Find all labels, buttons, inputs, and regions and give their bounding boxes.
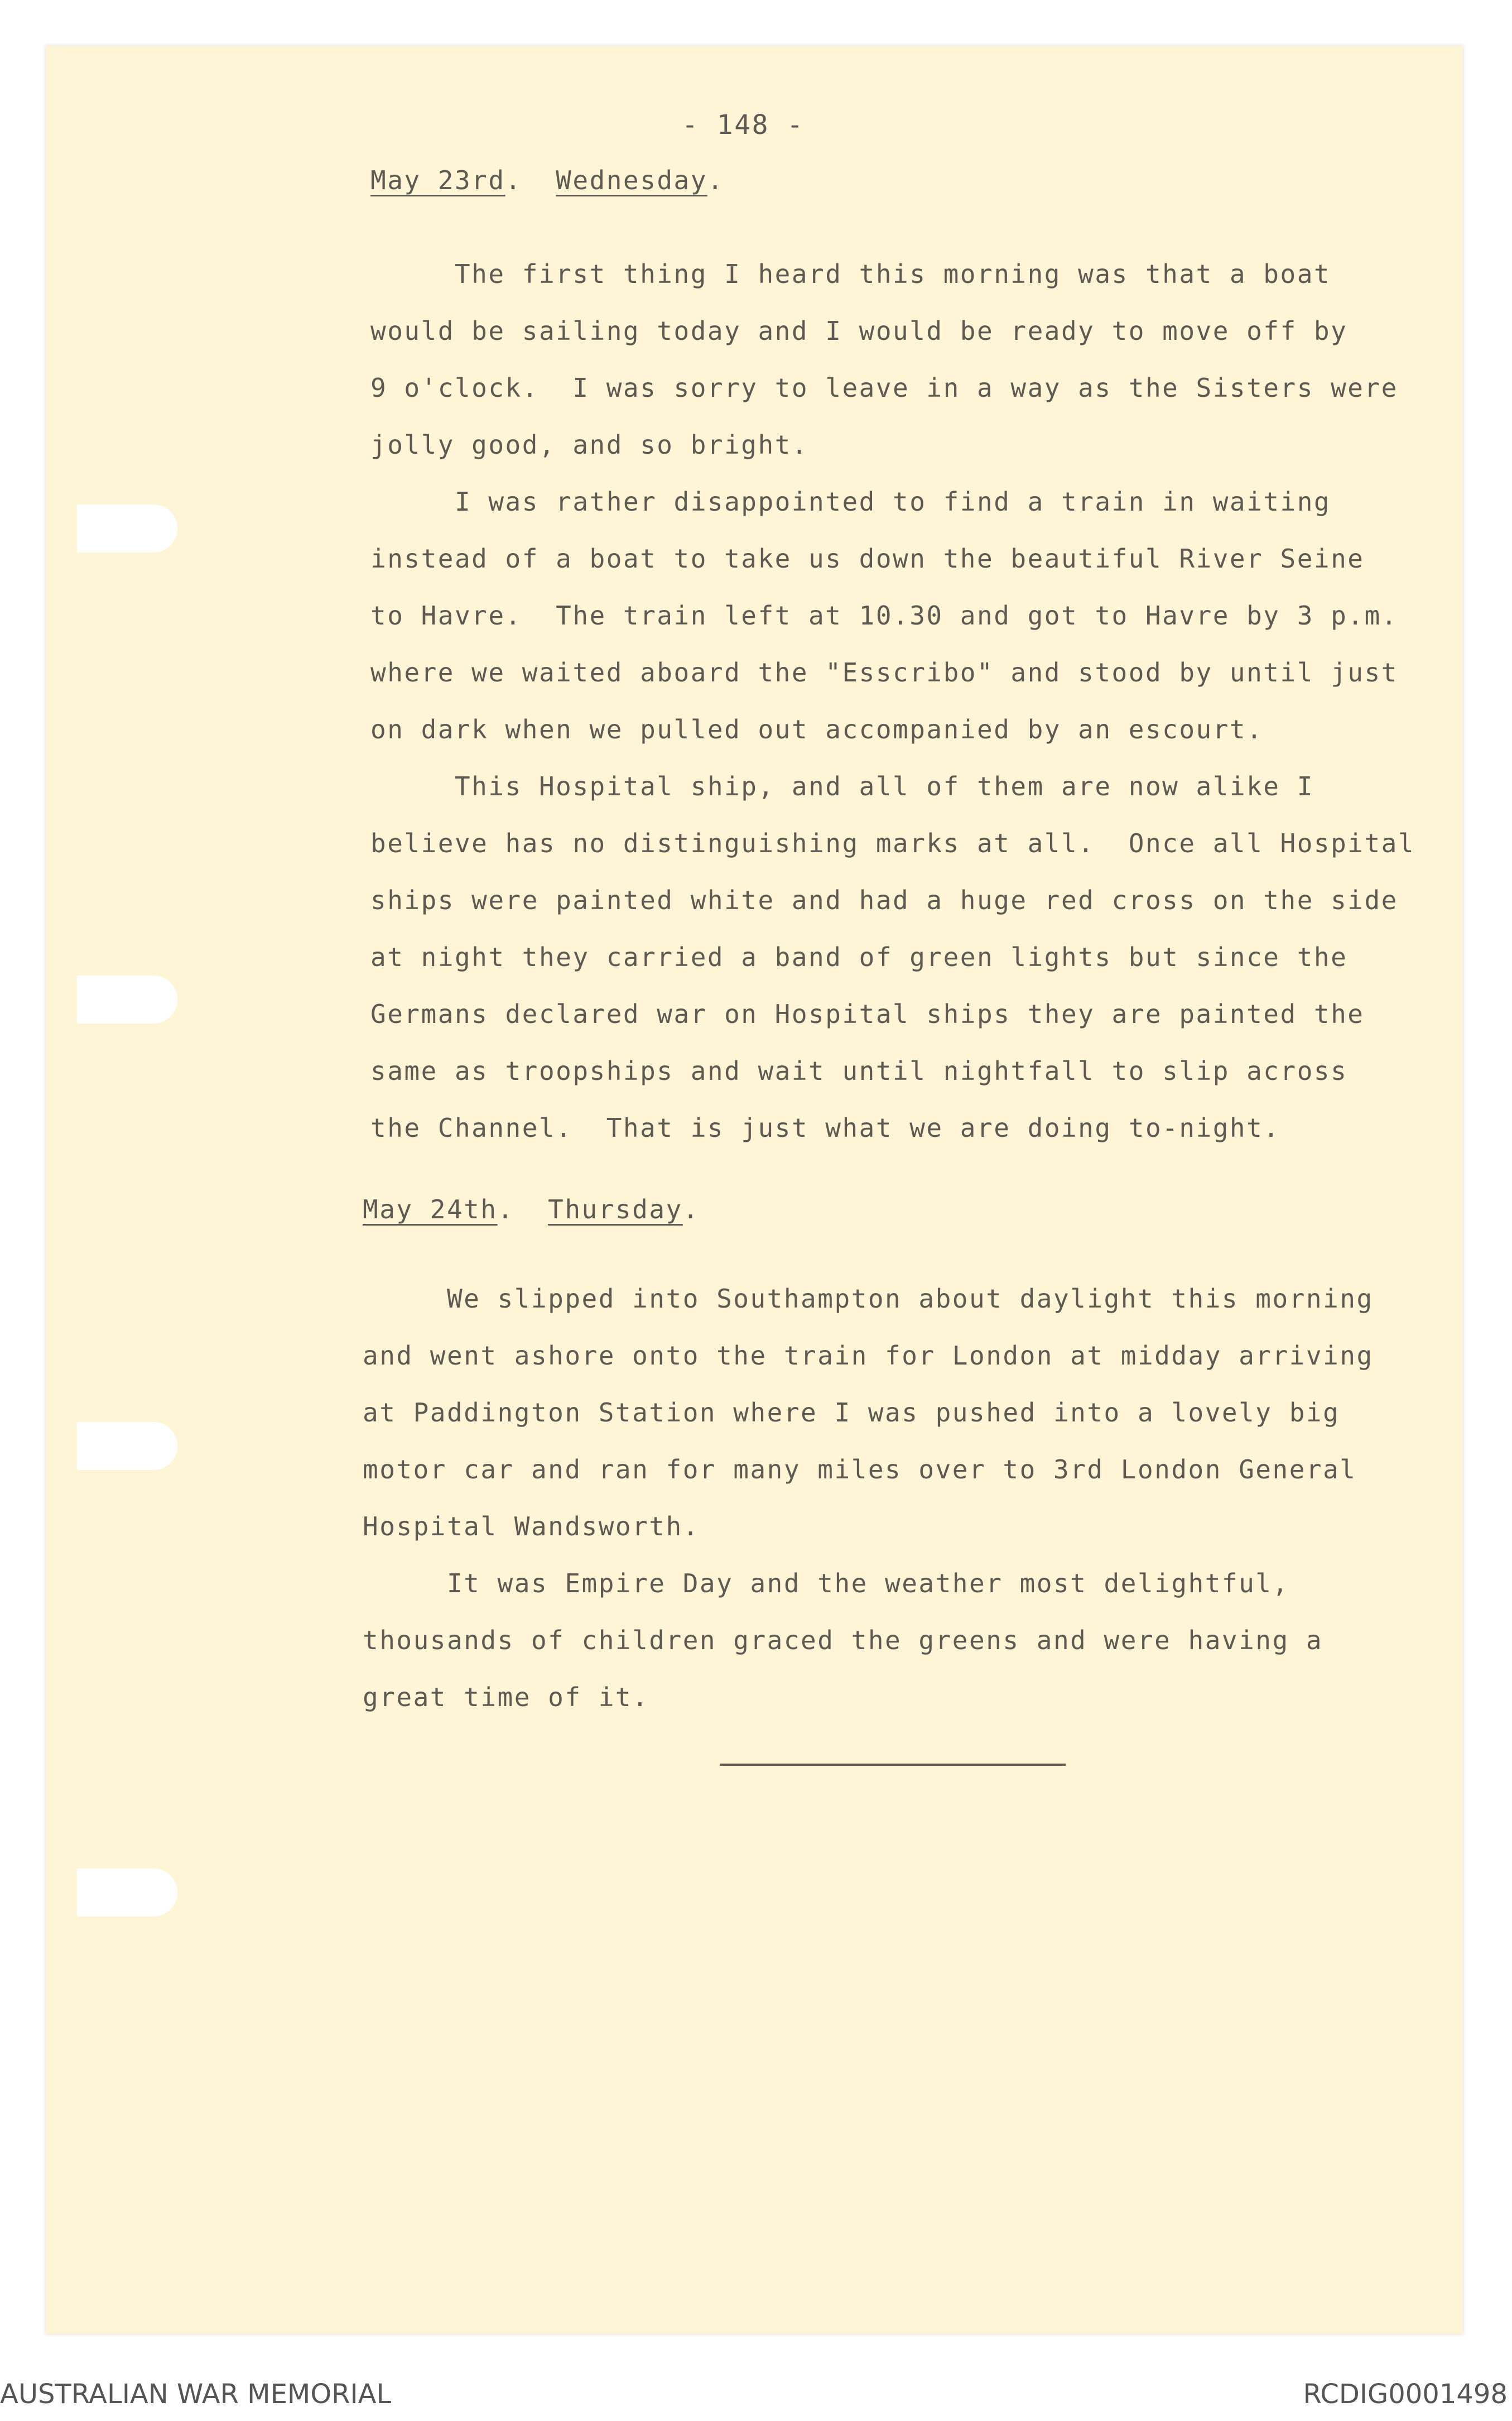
text-line: would be sailing today and I would be ready to move off by — [370, 316, 1348, 346]
text-line: This Hospital ship, and all of them are now alike I — [370, 771, 1314, 801]
entry-date: May 23rd — [370, 165, 505, 195]
text-line: the Channel. That is just what we are doing to-night. — [370, 1113, 1280, 1143]
entry-heading: May 23rd. Wednesday. — [370, 165, 725, 195]
text-line: Germans declared war on Hospital ships they are painted the — [370, 999, 1365, 1029]
footer-identifier: RCDIG0001498 — [1303, 2379, 1508, 2410]
text-line: on dark when we pulled out accompanied by an escourt. — [370, 714, 1264, 744]
entry-day: Wednesday — [556, 165, 707, 195]
page-number: - 148 - — [682, 109, 805, 141]
punch-hole — [77, 505, 177, 553]
text-line: The first thing I heard this morning was that a boat — [370, 259, 1331, 289]
text-line: where we waited aboard the "Esscribo" and stood by until just — [370, 657, 1398, 688]
text-line: to Havre. The train left at 10.30 and got to Havre by 3 p.m. — [370, 601, 1398, 631]
punch-hole — [77, 1868, 177, 1916]
text-line: ships were painted white and had a huge red cross on the side — [370, 885, 1398, 915]
text-line: great time of it. — [363, 1682, 649, 1712]
entry-date: May 24th — [363, 1194, 498, 1224]
text-line: Hospital Wandsworth. — [363, 1511, 700, 1541]
text-line: jolly good, and so bright. — [370, 430, 809, 460]
text-line: I was rather disappointed to find a train in waiting — [370, 487, 1331, 517]
text-line: We slipped into Southampton about daylight this morning — [363, 1284, 1374, 1314]
text-line: at Paddington Station where I was pushed into a lovely big — [363, 1397, 1340, 1428]
text-line: same as troopships and wait until nightfall to slip across — [370, 1056, 1348, 1086]
footer-institution: AUSTRALIAN WAR MEMORIAL — [0, 2379, 392, 2410]
entry-body — [363, 1270, 1374, 1726]
end-rule — [720, 1764, 1066, 1766]
entry-day: Thursday — [548, 1194, 683, 1224]
text-line: motor car and ran for many miles over to 3rd London General — [363, 1454, 1357, 1485]
text-line: believe has no distinguishing marks at all. Once all Hospital — [370, 828, 1415, 858]
text-line: instead of a boat to take us down the beautiful River Seine — [370, 544, 1365, 574]
entry-body — [370, 246, 1415, 1156]
text-line: It was Empire Day and the weather most delightful, — [363, 1568, 1289, 1598]
text-line: at night they carried a band of green lights but since the — [370, 942, 1348, 972]
punch-hole — [77, 976, 177, 1024]
text-line: thousands of children graced the greens and were having a — [363, 1625, 1323, 1655]
entry-heading: May 24th. Thursday. — [363, 1194, 700, 1224]
text-line: 9 o'clock. I was sorry to leave in a way as the Sisters were — [370, 373, 1398, 403]
punch-hole — [77, 1422, 177, 1470]
text-line: and went ashore onto the train for London at midday arriving — [363, 1341, 1374, 1371]
